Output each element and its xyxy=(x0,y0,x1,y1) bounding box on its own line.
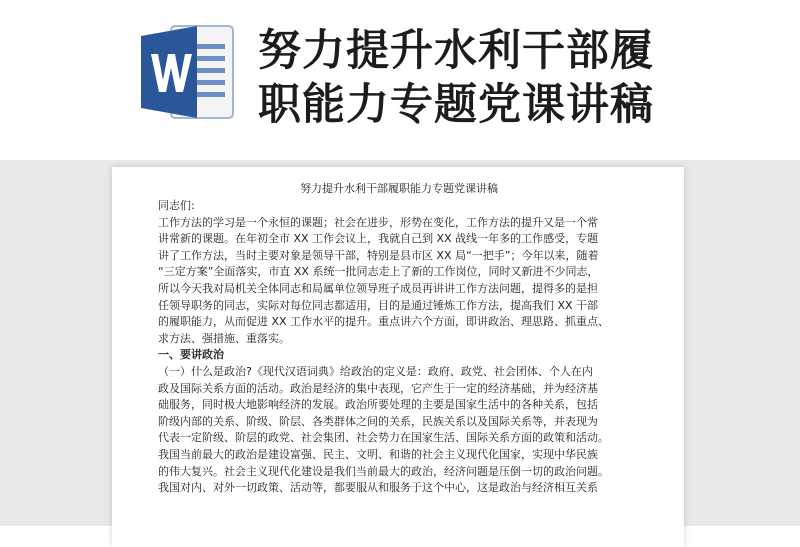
page-title xyxy=(258,24,778,132)
text-line: 础服务，同时极大地影响经济的发展。政治所要处理的主要是国家生活中的各种关系，包括 xyxy=(158,398,598,412)
text-line: 我国当前最大的政治是建设富强、民主、文明、和谐的社会主义现代化国家，实现中华民族 xyxy=(158,447,598,461)
text-line: 工作方法的学习是一个永恒的课题；社会在进步，形势在变化，工作方法的提升又是一个常 xyxy=(158,215,598,229)
text-line: 阶级内部的关系、阶级、阶层、各类群体之间的关系，民族关系以及国际关系等，并表现为 xyxy=(158,414,598,428)
text-line: “三定方案”全面落实，市直 XX 系统一批同志走上了新的工作岗位，同时又新进不少同志， xyxy=(158,265,599,279)
text-line: 讲常新的课题。在年初全市 XX 工作会议上，我就自己到 XX 战线一年多的工作感受，专题 xyxy=(158,232,599,246)
section-heading: 一、要讲政治 xyxy=(158,348,224,362)
text-line: （一）什么是政治?《现代汉语词典》给政治的定义是：政府、政党、社会团体、个人在内 xyxy=(158,364,593,378)
document-title: 努力提升水利干部履职能力专题党课讲稿 xyxy=(300,182,498,195)
document-page xyxy=(112,167,684,547)
title-line-1: 努力提升水利干部履 xyxy=(258,26,654,76)
text-line: 政及国际关系方面的活动。政治是经济的集中表现，它产生于一定的经济基础，并为经济基 xyxy=(158,381,598,395)
text-line: 任领导职务的同志，实际对每位同志都适用，目的是通过锤炼工作方法，提高我们 XX 干部 xyxy=(158,298,599,312)
text-line: 所以今天我对局机关全体同志和局属单位领导班子成员再讲讲工作方法问题，提得多的是担 xyxy=(158,281,598,295)
text-line: 代表一定阶级、阶层的政党、社会集团、社会势力在国家生活、国际关系方面的政策和活动。 xyxy=(158,431,609,445)
header-banner xyxy=(0,0,800,160)
text-line: 讲了工作方法，当时主要对象是领导干部，特别是县市区 XX 局“一把手”；今年以来，随着 xyxy=(158,248,599,262)
text-line: 的伟大复兴。社会主义现代化建设是我们当前最大的政治，经济问题是压倒一切的政治问题。 xyxy=(158,464,609,478)
document-body xyxy=(158,181,640,497)
title-line-2: 职能力专题党课讲稿 xyxy=(258,80,654,130)
word-document-icon xyxy=(137,22,237,122)
text-line: 求方法、强措施、重落实。 xyxy=(158,331,290,345)
salutation: 同志们: xyxy=(158,199,195,212)
text-line: 我国对内、对外一切政策、活动等，都要服从和服务于这个中心，这是政治与经济相互关系 xyxy=(158,481,598,495)
text-line: 的履职能力，从而促进 XX 工作水平的提升。重点讲六个方面，即讲政治、理思路、抓重点、 xyxy=(158,315,610,329)
